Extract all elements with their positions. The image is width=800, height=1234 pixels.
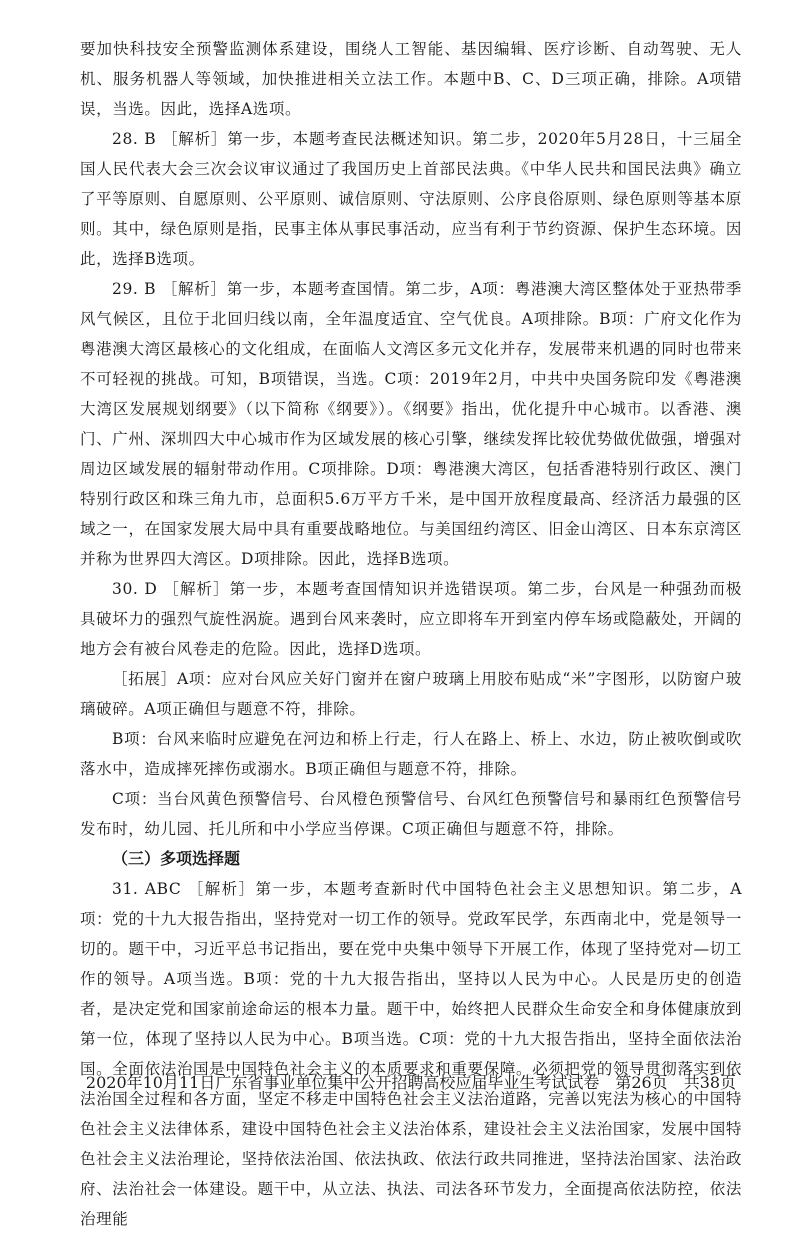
answer-28: 28. B ［解析］第一步，本题考查民法概述知识。第二步，2020年5月28日，十三届全国人民代表大会三次会议审议通过了我国历史上首部民法典。《中华人民共和国民法典》确立了平等原则、自愿原则、公平原则、诚信原则、守法原则、公序良俗原则、绿色原则等基本原则。其中，绿色原则是指，民事主体从事民事活动，应当有利于节约资源、保护生态环境。因此，选择B选项。 [80, 130, 742, 268]
expansion-c: C项：当台风黄色预警信号、台风橙色预警信号、台风红色预警信号和暴雨红色预警信号发布时，幼儿园、托儿所和中小学应当停课。C项正确但与题意不符，排除。 [80, 790, 742, 838]
expansion-b: B项：台风来临时应避免在河边和桥上行走，行人在路上、桥上、水边，防止被吹倒或吹落水中，造成摔死摔伤或溺水。B项正确但与题意不符，排除。 [80, 730, 742, 778]
answer-30: 30. D ［解析］第一步，本题考查国情知识并选错误项。第二步，台风是一种强劲而极具破坏力的强烈气旋性涡旋。遇到台风来袭时，应立即将车开到室内停车场或隐蔽处，开阔的地方会有被台风卷走的危险。因此，选择D选项。 [80, 580, 742, 658]
answer-29: 29. B ［解析］第一步，本题考查国情。第二步，A项：粤港澳大湾区整体处于亚热带季风气候区，且位于北回归线以南，全年温度适宜、空气优良。A项排除。B项：广府文化作为粤港澳大湾区最核心的文化组成，在面临人文湾区多元文化并存，发展带来机遇的同时也带来不可轻视的挑战。可知，B项错误，当选。C项：2019年2月，中共中央国务院印发《粤港澳大湾区发展规划纲要》（以下简称《纲要》）。《纲要》指出，优化提升中心城市。以香港、澳门、广州、深圳四大中心城市作为区域发展的核心引擎，继续发挥比较优势做优做强，增强对周边区域发展的辐射带动作用。C项排除。D项：粤港澳大湾区，包括香港特别行政区、澳门特别行政区和珠三角九市，总面积5.6万平方千米，是中国开放程度最高、经济活力最强的区域之一，在国家发展大局中具有重要战略地位。与美国纽约湾区、旧金山湾区、日本东京湾区并称为世界四大湾区。D项排除。因此，选择B选项。 [80, 280, 742, 568]
answer-31: 31. ABC ［解析］第一步，本题考查新时代中国特色社会主义思想知识。第二步，A项：党的十九大报告指出，坚持党对一切工作的领导。党政军民学，东西南北中，党是领导一切的。题干中，习近平总书记指出，要在党中央集中领导下开展工作，体现了坚持党对—切工作的领导。A项当选。B项：党的十九大报告指出，坚持以人民为中心。人民是历史的创造者，是决定党和国家前途命运的根本力量。题干中，始终把人民群众生命安全和身体健康放到第一位，体现了坚持以人民为中心。B项当选。C项：党的十九大报告指出，坚持全面依法治国。全面依法治国是中国特色社会主义的本质要求和重要保障。必须把党的领导贯彻落实到依法治国全过程和各方面，坚定不移走中国特色社会主义法治道路，完善以宪法为核心的中国特色社会主义法律体系，建设中国特色社会主义法治体系，建设社会主义法治国家，发展中国特色社会主义法治理论，坚持依法治国、依法执政、依法行政共同推进，坚持法治国家、法治政府、法治社会一体建设。题干中，从立法、执法、司法各环节发力，全面提高依法防控，依法治理能 [80, 880, 742, 1228]
page-footer: 2020年10月11日广东省事业单位集中公开招聘高校应届毕业生考试试卷 第26页 共38页 [85, 1073, 737, 1092]
paragraph-continuation: 要加快科技安全预警监测体系建设，围绕人工智能、基因编辑、医疗诊断、自动驾驶、无人机、服务机器人等领域，加快推进相关立法工作。本题中B、C、D三项正确，排除。A项错误，当选。因此，选择A选项。 [80, 40, 742, 118]
expansion-a: ［拓展］A项：应对台风应关好门窗并在窗户玻璃上用胶布贴成“米”字图形，以防窗户玻璃破碎。A项正确但与题意不符，排除。 [80, 670, 742, 718]
section-heading: （三）多项选择题 [112, 849, 241, 868]
